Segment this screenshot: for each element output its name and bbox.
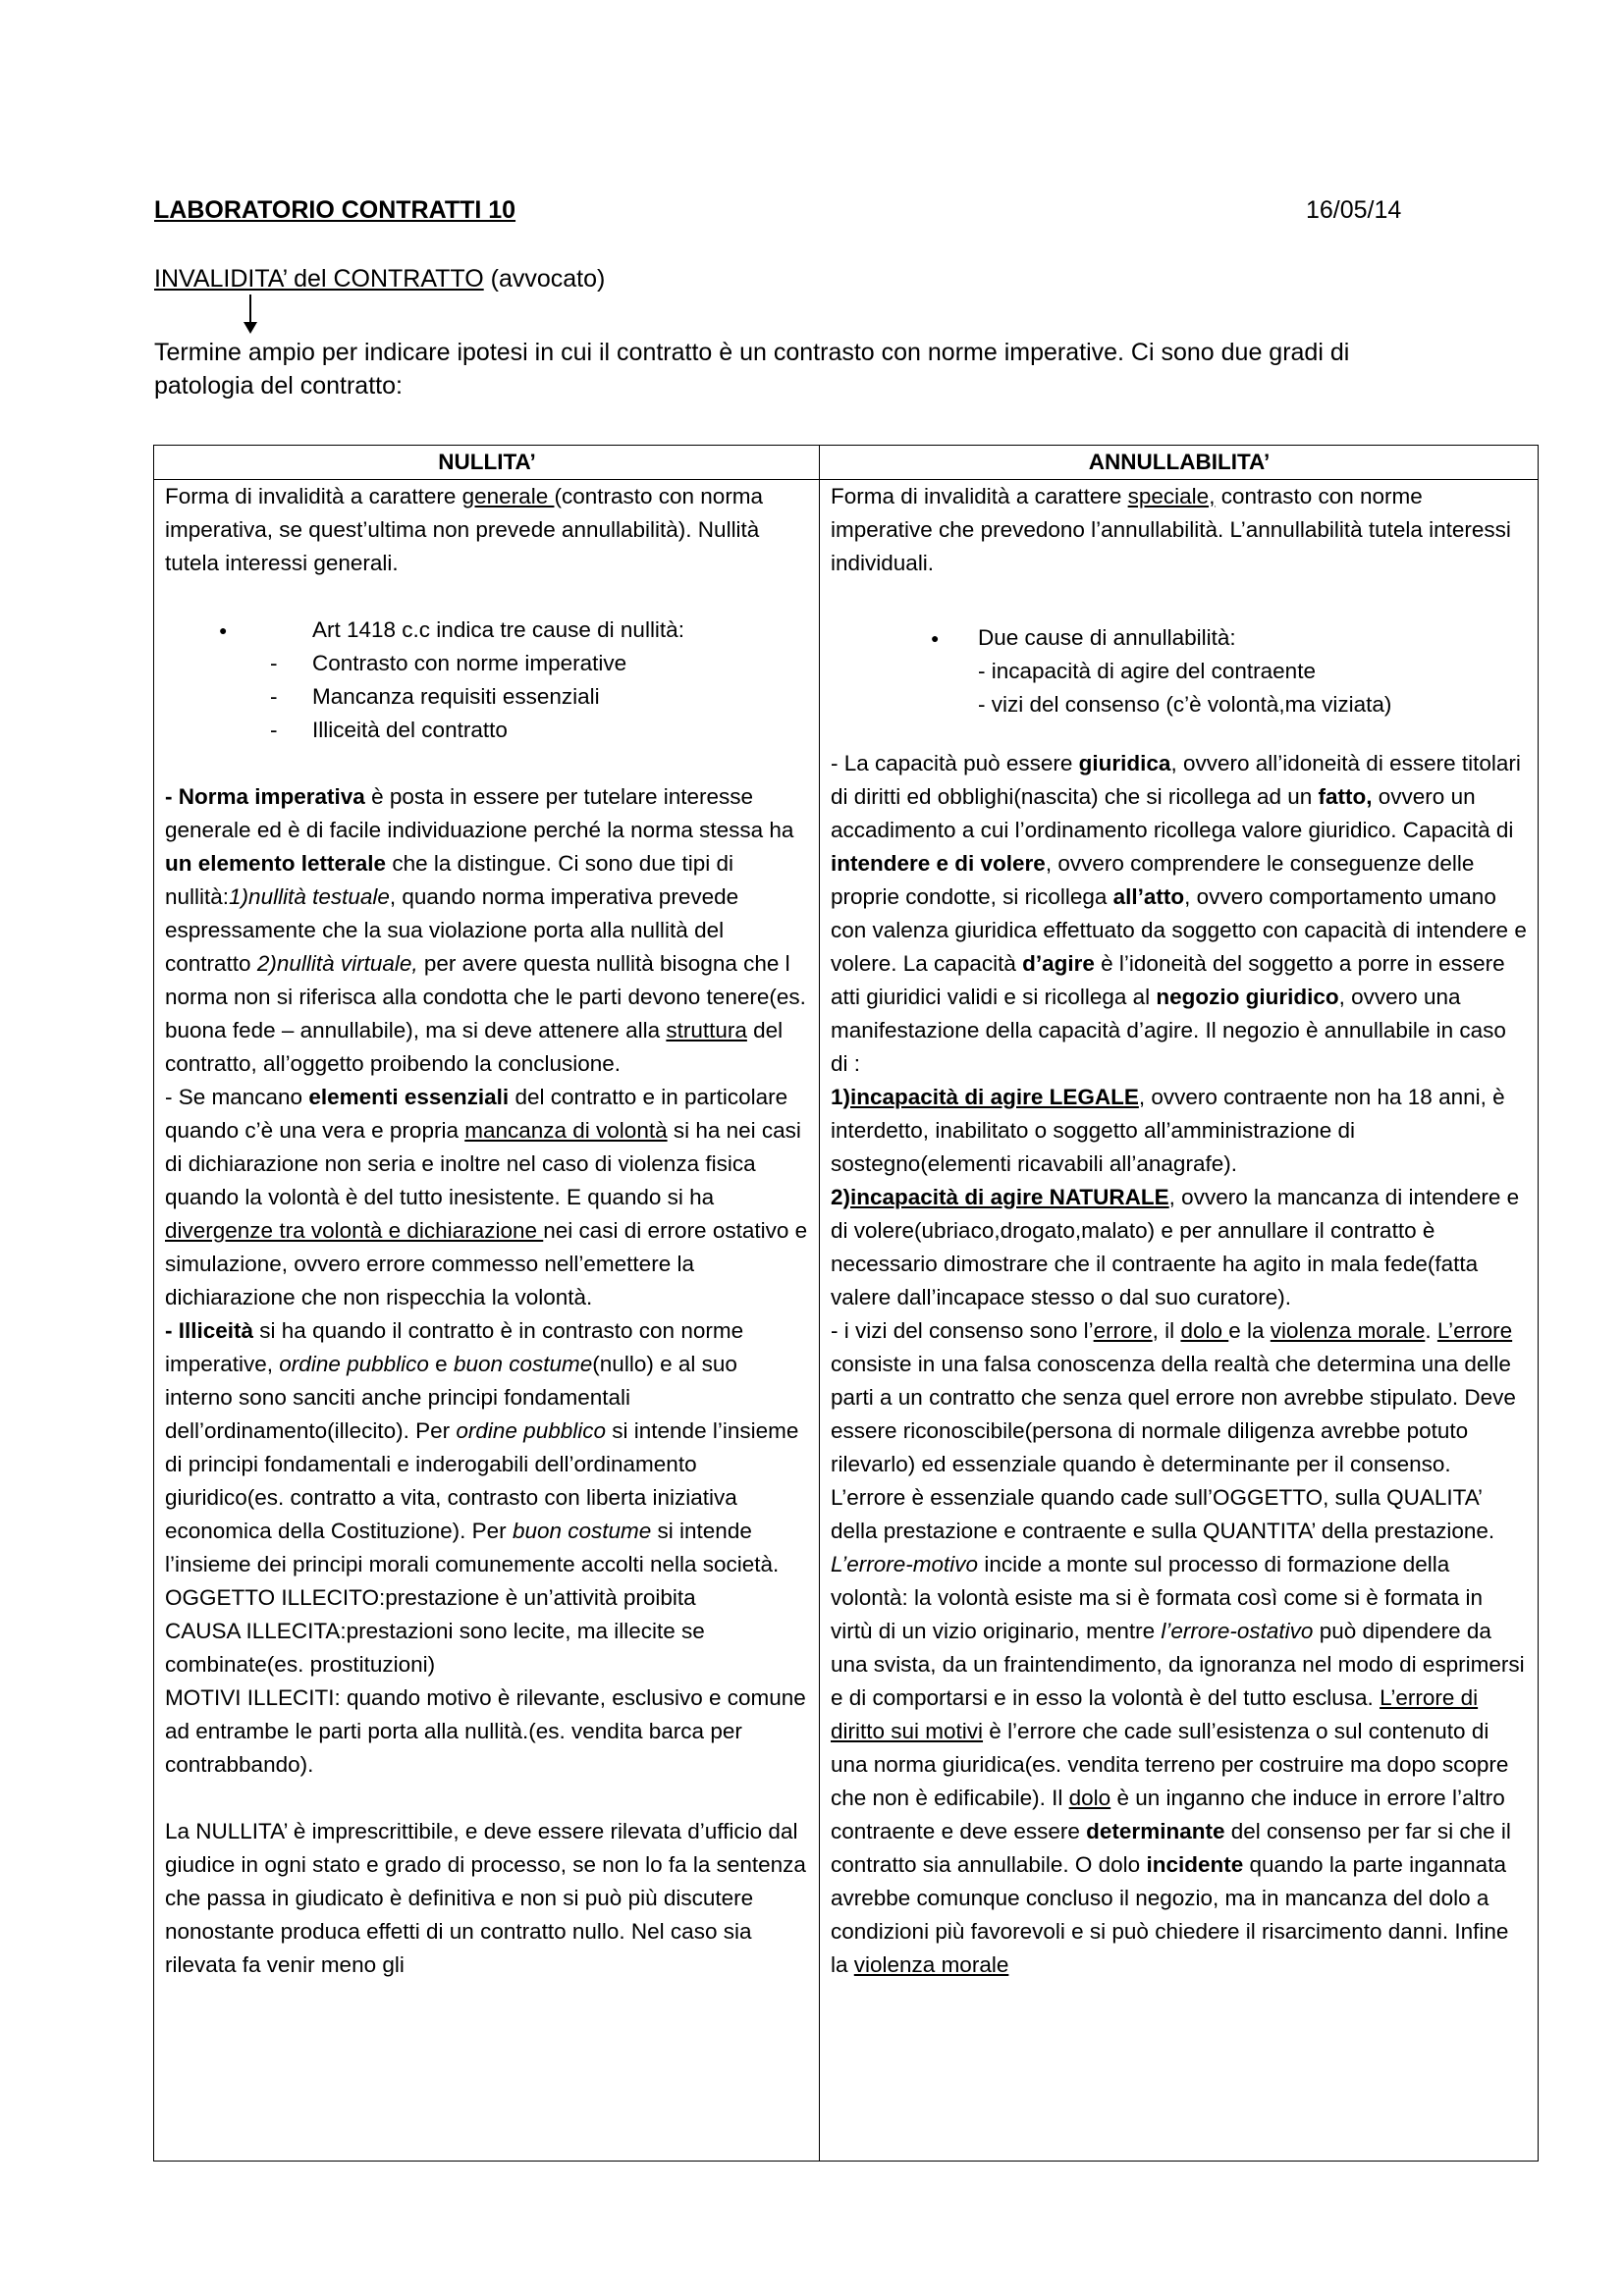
text: consiste in una falsa conoscenza della realtà che determina una delle parti a un contratto che senza quel errore non avrebbe stipulato. Deve essere riconoscibile(persona di normale diligenza avrebbe potuto rilevarlo) ed essenziale quando è determinante per il consenso. L’errore è essenziale quando cade sull’OGGETTO, sulla QUALITA’ della prestazione e contraente e sulla QUANTITA’ della prestazione. [831, 1352, 1516, 1543]
text: , ovvero la mancanza di intendere e di volere(ubriaco,drogato,malato) e per annullare il contratto è necessario dimostrare che il contraente ha agito in mala fede(fatta valere dall’incapace stesso o dal suo curatore). [831, 1185, 1520, 1309]
header-annullabilita: ANNULLABILITA’ [820, 446, 1539, 480]
text-bold: giuridica [1078, 751, 1171, 775]
motivi-illeciti: MOTIVI ILLECITI: quando motivo è rilevante, esclusivo e comune ad entrambe le parti porta alla nullità.(es. vendita barca per contrabbando). [165, 1685, 806, 1777]
text: si intende l’insieme dei principi morali comunemente accolti nella società. [165, 1519, 780, 1576]
text-underlined: dolo [1068, 1786, 1111, 1810]
text: (contrasto con norma imperativa, se quest’ultima non prevede annullabilità). Nullità tutela interessi generali. [165, 484, 764, 575]
incapacita-legale-paragraph [831, 1081, 1528, 1181]
text: 1) [831, 1085, 851, 1109]
vizi-consenso-paragraph [831, 1314, 1528, 1982]
bullet-item: ● Due cause di annullabilità: [831, 621, 1528, 655]
text-underlined: errore [1093, 1318, 1153, 1343]
text: , il [1152, 1318, 1181, 1343]
text: - La capacità può essere [831, 751, 1079, 775]
text-bold: intendere e di volere [831, 851, 1046, 876]
text-underlined: generale [461, 484, 555, 508]
text: quando la parte ingannata avrebbe comunque concluso il negozio, ma in mancanza del dolo a condizioni più favorevoli e si può chiedere il risarcimento danni. Infine la [831, 1852, 1509, 1977]
section-title-underlined: INVALIDITA’ del CONTRATTO [154, 265, 484, 293]
section-title-rest: (avvocato) [483, 265, 606, 293]
text: - [165, 1318, 179, 1343]
text: 2) [831, 1185, 851, 1209]
text: che la distingue. Ci sono due tipi di nullità: [165, 851, 734, 909]
oggetto-illecito: OGGETTO ILLECITO:prestazione è un’attività proibita [165, 1585, 696, 1610]
header-nullita: NULLITA’ [154, 446, 820, 480]
illiceita-paragraph [165, 1314, 809, 1581]
text-bold-underlined: incapacità di agire NATURALE [850, 1185, 1169, 1209]
text: si intende l’insieme di principi fondamentali e inderogabili dell’ordinamento giuridico(es. contratto a vita, contrasto con liberta iniziativa economica della Costituzione). Per [165, 1418, 799, 1543]
cause-item: - incapacità di agire del contraente [978, 659, 1316, 683]
text-underlined: dolo [1180, 1318, 1229, 1343]
comparison-table [153, 445, 1539, 2162]
text: può dipendere da una svista, da un fraintendimento, da ignoranza nel modo di esprimersi e di comportarsi e in esso la volontà è del tutto esclusa. [831, 1619, 1525, 1710]
text: è posta in essere per tutelare interesse generale ed è di facile individuazione perché la norma stessa ha [165, 784, 794, 842]
text: , ovvero all’idoneità di essere titolari di diritti ed obblighi(nascita) che si ricollega ad un [831, 751, 1521, 809]
text: , ovvero comportamento umano con valenza giuridica effettuato da soggetto con capacità di intendere e volere. La capacità [831, 884, 1527, 976]
text: . [1425, 1318, 1437, 1343]
text: del consenso per far si che il contratto sia annullabile. O dolo [831, 1819, 1511, 1877]
text: - [165, 784, 179, 809]
text: è l’errore che cade sull’esistenza o sul contenuto di una norma giuridica(es. vendita terreno per costruire ma dopo scopre che non è edificabile). Il [831, 1719, 1509, 1810]
text-bold: determinante [1086, 1819, 1225, 1843]
text-italic: ordine pubblico [456, 1418, 607, 1443]
text-underlined: mancanza di volontà [464, 1118, 668, 1143]
text: contrasto con norme imperative che prevedono l’annullabilità. L’annullabilità tutela interessi individuali. [831, 484, 1511, 575]
text: , quando norma imperativa prevede espressamente che la sua violazione porta alla nullità del contratto [165, 884, 739, 976]
text: e la [1228, 1318, 1271, 1343]
nullita-definition [165, 480, 809, 580]
nullita-cell [154, 480, 820, 2162]
text: è un inganno che induce in errore l’altro contraente e deve essere [831, 1786, 1505, 1843]
text-bold-underlined: incapacità di agire LEGALE [850, 1085, 1139, 1109]
text-bold: un elemento letterale [165, 851, 387, 876]
norma-imperativa-paragraph [165, 780, 809, 1081]
text: - Se mancano [165, 1085, 309, 1109]
text: per avere questa nullità bisogna che l norma non si riferisca alla condotta che le parti devono tenere(es. buona fede – annullabile), ma si deve attenere alla [165, 951, 806, 1042]
text-bold: negozio giuridico [1156, 985, 1339, 1009]
text-bold: fatto, [1318, 784, 1373, 809]
dash-item: - Illiceità del contratto [165, 714, 809, 747]
dash-item: - Contrasto con norme imperative [165, 647, 809, 680]
text-italic: l’errore-ostativo [1161, 1619, 1314, 1643]
text-bold: all’atto [1112, 884, 1185, 909]
text: Forma di invalidità a carattere [165, 484, 462, 508]
text-underlined: violenza morale [1270, 1318, 1426, 1343]
causa-illecita: CAUSA ILLECITA:prestazioni sono lecite, ma illecite se combinate(es. prostituzioni) [165, 1619, 705, 1677]
text: - i vizi del consenso sono l’ [831, 1318, 1094, 1343]
text: è l’idoneità del soggetto a porre in essere atti giuridici validi e si ricollega al [831, 951, 1505, 1009]
capacita-paragraph [831, 747, 1528, 1081]
text: , ovvero comprendere le conseguenze delle proprie condotte, si ricollega [831, 851, 1475, 909]
text-underlined: L’errore di diritto sui motivi [831, 1685, 1479, 1743]
text-bold: d’agire [1022, 951, 1095, 976]
text: si ha quando il contratto è in contrasto con norme imperative, [165, 1318, 744, 1376]
text: (nullo) e al suo interno sono sanciti anche principi fondamentali dell’ordinamento(illecito). Per [165, 1352, 737, 1443]
text-underlined: L’errore [1436, 1318, 1513, 1343]
text: nei casi di errore ostativo e simulazione, ovvero errore commesso nell’emettere la dichiarazione che non rispecchia la volontà. [165, 1218, 808, 1309]
intro-paragraph: Termine ampio per indicare ipotesi in cui il contratto è un contrasto con norme imperative. Ci sono due gradi di patologia del contratto: [154, 339, 1350, 400]
text-bold: Norma imperativa [178, 784, 365, 809]
text: e [428, 1352, 454, 1376]
text-underlined: speciale, [1127, 484, 1216, 508]
text-bold: incidente [1146, 1852, 1244, 1877]
section-title [154, 265, 605, 294]
cause-item: - vizi del consenso (c’è volontà,ma viziata) [978, 692, 1392, 717]
text-bold: elementi essenziali [308, 1085, 510, 1109]
text-italic: L’errore-motivo [831, 1552, 979, 1576]
text-underlined: divergenze tra volontà e dichiarazione [165, 1218, 544, 1243]
text: si ha nei casi di dichiarazione non seria e inoltre nel caso di violenza fisica quando la volontà è del tutto inesistente. E quando si ha [165, 1118, 801, 1209]
text-italic: 1)nullità testuale [229, 884, 390, 909]
text: ovvero un accadimento a cui l’ordinamento ricollega valore giuridico. Capacità di [831, 784, 1514, 842]
nullita-conclusion: La NULLITA’ è imprescrittibile, e deve essere rilevata d’ufficio dal giudice in ogni stato e grado di processo, se non lo fa la sentenza che passa in giudicato è definitiva e non si può più discutere nonostante produca effetti di un contratto nullo. Nel caso sia rilevata fa venir meno gli [165, 1819, 806, 1977]
text: del contratto e in particolare quando c’è una vera e propria [165, 1085, 788, 1143]
text-underlined: struttura [666, 1018, 747, 1042]
elementi-essenziali-paragraph [165, 1081, 809, 1314]
dash-item: - Mancanza requisiti essenziali [165, 680, 809, 714]
text: Forma di invalidità a carattere [831, 484, 1128, 508]
text-underlined: violenza morale [853, 1952, 1009, 1977]
text-italic: buon costume [453, 1352, 593, 1376]
document-title: LABORATORIO CONTRATTI 10 [154, 196, 516, 224]
text-italic: 2)nullità virtuale, [256, 951, 418, 976]
text-bold: Illiceità [178, 1318, 254, 1343]
document-date: 16/05/14 [1306, 196, 1402, 224]
incapacita-naturale-paragraph [831, 1181, 1528, 1314]
text: , ovvero contraente non ha 18 anni, è interdetto, inabilitato o soggetto all’amministrazione di sostegno(elementi ricavabili all’anagrafe). [831, 1085, 1505, 1176]
text: incide a monte sul processo di formazione della volontà: la volontà esiste ma si è formata così come si è formata in virtù di un vizio originario, mentre [831, 1552, 1484, 1643]
text: , ovvero una manifestazione della capacità d’agire. Il negozio è annullabile in caso di : [831, 985, 1506, 1076]
bullet-item: ● Art 1418 c.c indica tre cause di nullità: [165, 614, 809, 647]
text: del contratto, all’oggetto proibendo la conclusione. [165, 1018, 784, 1076]
annullabilita-definition [831, 480, 1528, 580]
text-italic: ordine pubblico [279, 1352, 429, 1376]
text-italic: buon costume [512, 1519, 652, 1543]
annullabilita-cell [820, 480, 1539, 2162]
down-arrow-icon [241, 294, 260, 336]
